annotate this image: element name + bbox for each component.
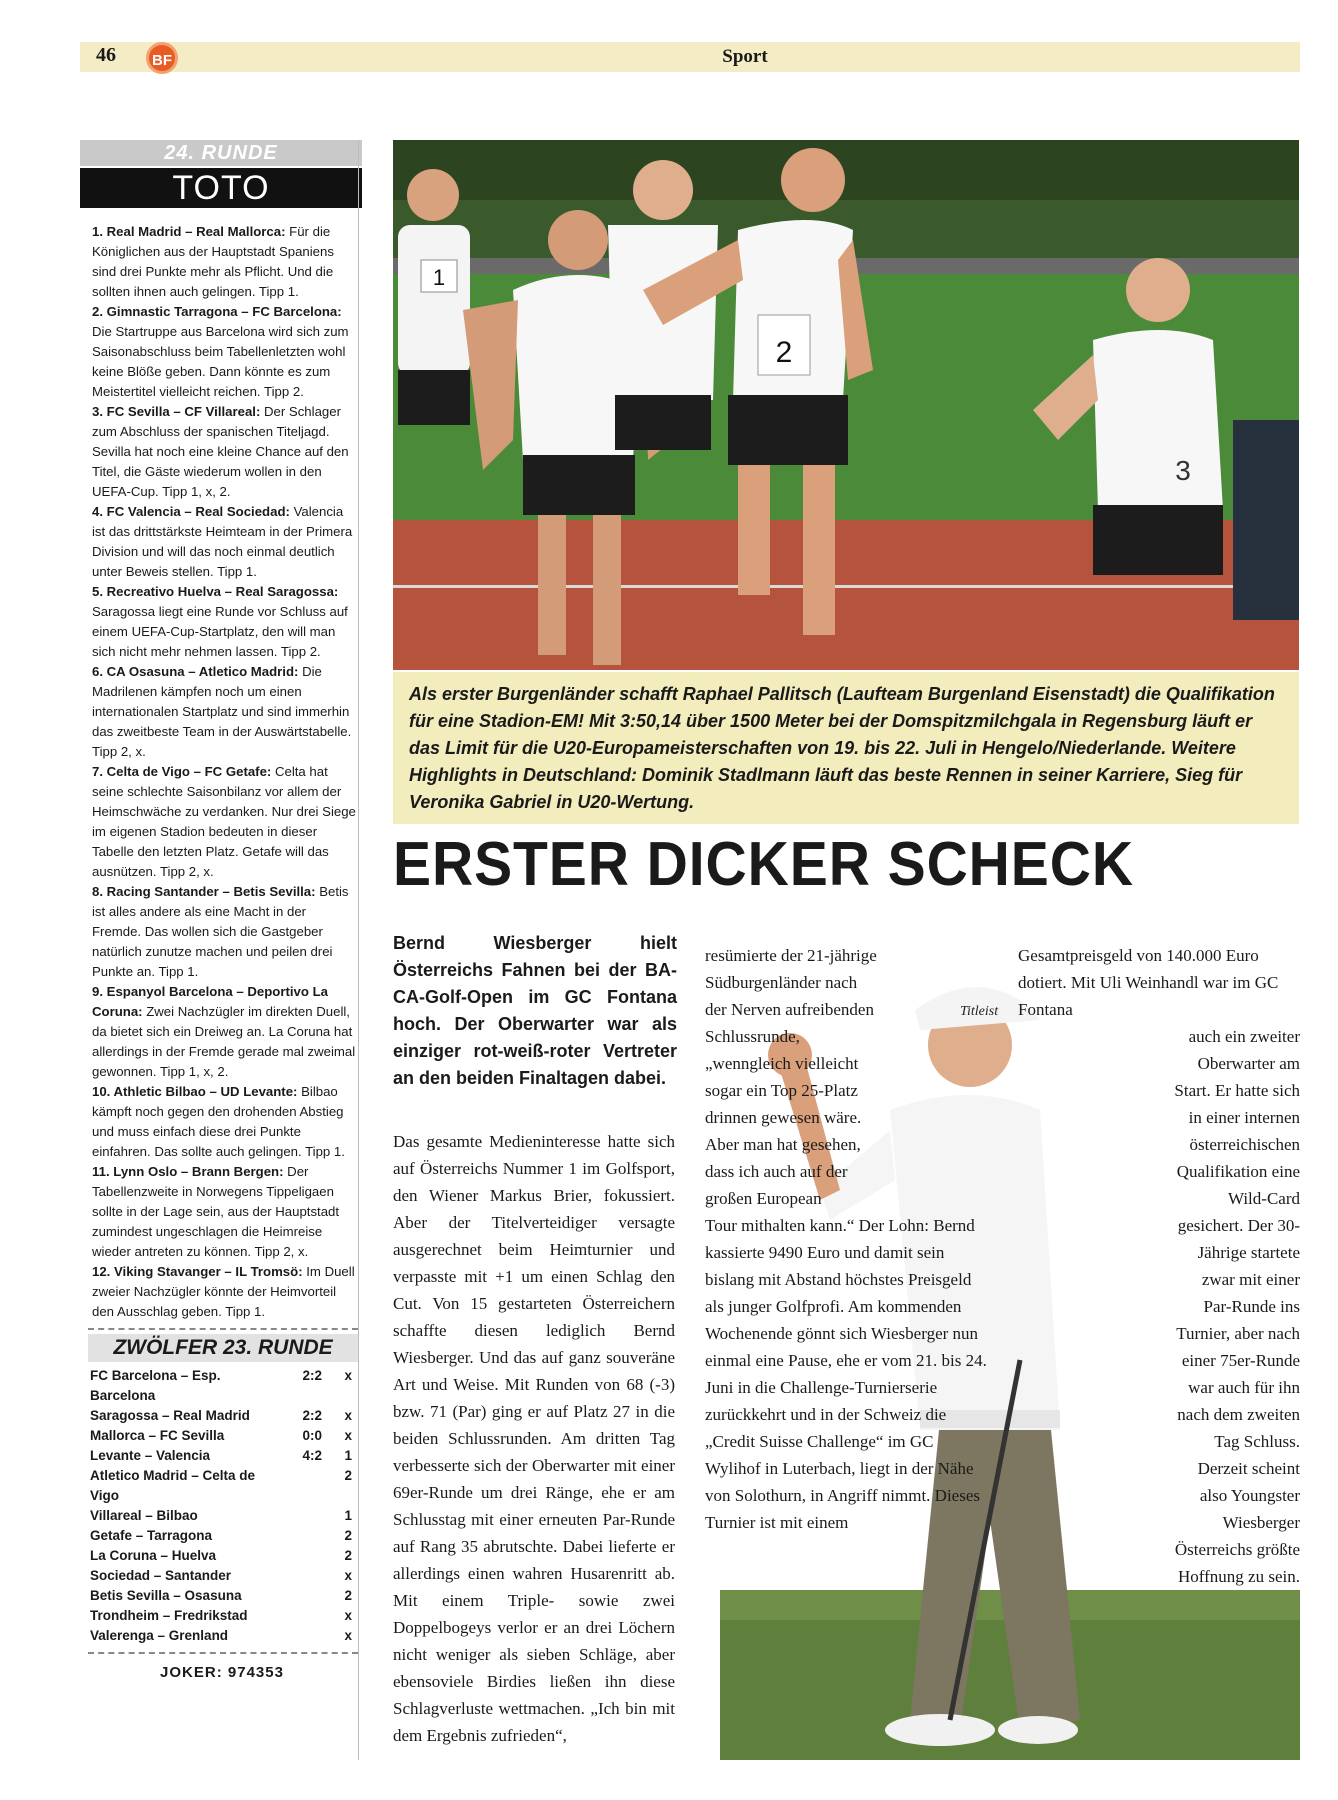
zwoelfer-row xyxy=(90,1466,352,1506)
article-column-1 xyxy=(393,1128,675,1749)
zwoelfer-tip: 1 xyxy=(344,1508,352,1523)
zwoelfer-tip: 2 xyxy=(344,1588,352,1603)
zwoelfer-tip: x xyxy=(344,1608,352,1623)
zwoelfer-score xyxy=(282,1606,322,1626)
zwoelfer-row xyxy=(90,1546,352,1566)
toto-match-label: 4. FC Valencia – Real Sociedad: xyxy=(92,504,290,519)
toto-tips-list xyxy=(80,222,362,1322)
zwoelfer-match: Valerenga – Grenland xyxy=(90,1628,229,1643)
toto-tip-text: Zwei Nachzügler im direkten Duell, da bietet sich ein Dreiweg an. La Coruna hat allerdings in der Fremde gerade mal zweimal gewonnen. Tipp 1, x, 2. xyxy=(92,1004,356,1079)
toto-match-label: 3. FC Sevilla – CF Villareal: xyxy=(92,404,261,419)
zwoelfer-match: Levante – Valencia xyxy=(90,1448,211,1463)
paragraph: resümierte der 21-jährige Südburgenländer nach der Nerven aufreibenden Schlussrunde, „wenngleich vielleicht sogar ein Top 25-Platz drinnen gewesen wäre. Aber man hat gesehen, dass ich auch auf der großen European xyxy=(705,946,877,1208)
zwoelfer-match: Mallorca – FC Sevilla xyxy=(90,1428,225,1443)
zwoelfer-score: 2:2 xyxy=(302,1368,322,1383)
paragraph: Tour mithalten kann.“ Der Lohn: Bernd kassierte 9490 Euro und damit sein bislang mit Abstand höchstes Preisgeld als junger Golfprofi. Am kommenden Wochenende gönnt sich Wiesberger nun einmal eine Pause, ehe er vom 21. bis 24. Juni in die Challenge-Turnierserie zurückkehrt und in der Schweiz die „Credit Suisse Challenge“ im GC Wylihof in Luterbach, liegt in der Nähe von Solothurn, in Angriff nimmt. Dieses Turnier ist mit einem xyxy=(705,1216,987,1532)
zwoelfer-row xyxy=(90,1626,352,1646)
zwoelfer-match: Getafe – Tarragona xyxy=(90,1528,213,1543)
toto-tip-text: Die Startruppe aus Barcelona wird sich zum Saisonabschluss beim Tabellenletzten wohl keine Blöße geben. Dann könnte es zum Meistertitel vielleicht reichen. Tipp 2. xyxy=(92,324,349,399)
divider xyxy=(88,1652,358,1654)
article-column-2 xyxy=(705,942,987,1536)
zwoelfer-score xyxy=(282,1566,322,1586)
zwoelfer-match: La Coruna – Huelva xyxy=(90,1548,217,1563)
bib-number-1: 1 xyxy=(432,265,446,290)
zwoelfer-tip: 2 xyxy=(344,1548,352,1563)
zwoelfer-score: 2:2 xyxy=(302,1408,322,1423)
newspaper-logo-icon: BF xyxy=(146,42,178,74)
toto-match-label: 5. Recreativo Huelva – Real Saragossa: xyxy=(92,584,339,599)
zwoelfer-match: Betis Sevilla – Osasuna xyxy=(90,1588,242,1603)
toto-tip-text: Valencia ist das drittstärkste Heimteam in der Primera Division und will das noch einmal deutlich unter Beweis stellen. Tipp 1. xyxy=(92,504,353,579)
running-race-photo xyxy=(393,140,1299,670)
zwoelfer-score xyxy=(282,1546,322,1566)
zwoelfer-match: Saragossa – Real Madrid xyxy=(90,1408,250,1423)
zwoelfer-match: Atletico Madrid – Celta de Vigo xyxy=(90,1468,256,1503)
zwoelfer-tip: 1 xyxy=(344,1448,352,1463)
toto-title: TOTO xyxy=(80,168,362,208)
zwoelfer-match: Villareal – Bilbao xyxy=(90,1508,198,1523)
article-column-3 xyxy=(1018,942,1300,1590)
toto-match-label: 2. Gimnastic Tarragona – FC Barcelona: xyxy=(92,304,342,319)
toto-tip-item xyxy=(92,222,356,302)
toto-match-label: 8. Racing Santander – Betis Sevilla: xyxy=(92,884,316,899)
toto-tip-item xyxy=(92,402,356,502)
zwoelfer-score xyxy=(282,1586,322,1606)
zwoelfer-tip: x xyxy=(344,1428,352,1443)
toto-tip-item xyxy=(92,302,356,402)
toto-tip-text: Der Schlager zum Abschluss der spanischen Titeljagd. Sevilla hat noch eine kleine Chance auf den Titel, die Gäste wiederum wollen in den UEFA-Cup. Tipp 1, x, 2. xyxy=(92,404,349,499)
page-number: 46 xyxy=(96,44,116,66)
zwoelfer-row xyxy=(90,1446,352,1466)
toto-tip-item xyxy=(92,882,356,982)
paragraph: Gesamtpreisgeld von 140.000 Euro dotiert. Mit Uli Weinhandl war im GC Fontana xyxy=(1018,946,1279,1019)
zwoelfer-row xyxy=(90,1606,352,1626)
photo-caption: Als erster Burgenländer schafft Raphael Pallitsch (Laufteam Burgenland Eisenstadt) die Qualifikation für eine Stadion-EM! Mit 3:50,14 über 1500 Meter bei der Domspitzmilchgala in Regensburg läuft er das Limit für die U20-Europameisterschaften von 19. bis 22. Juli in Hengelo/Niederlande. Weitere Highlights in Deutschland: Dominik Stadlmann läuft das beste Rennen in seiner Karriere, Sieg für Veronika Gabriel in U20-Wertung. xyxy=(393,672,1299,824)
paragraph: Das gesamte Medieninteresse hatte sich auf Österreichs Nummer 1 im Golfsport, den Wiener Markus Brier, fokussiert. Aber der Titelverteidiger versagte ausgerechnet beim Heimturnier und verpasste mit +1 um einen Schlag den Cut. Von 15 gestarteten Österreichern schaffte diesen lediglich Bernd Wiesberger. Und das auf ganz souveräne Art und Weise. Mit Runden von 68 (-3) bzw. 71 (Par) ging er auf Platz 27 in die beiden Schlussrunden. Am dritten Tag verbesserte sich der Oberwarter mit einer 69er-Runde um drei Ränge, ehe er am Schlusstag mit einer erneuten Par-Runde auf Rang 35 abrutschte. Dabei lieferte er allerdings einen wahren Husarenritt ab. Mit einem Triple- sowie zwei Doppelbogeys verlor er an drei Löchern nicht weniger als sieben Schläge, aber ebensoviele Birdies ließen ihn diese Schlagverluste wettmachen. „Ich bin mit dem Ergebnis zufrieden“, xyxy=(393,1132,675,1745)
divider xyxy=(88,1328,358,1330)
zwoelfer-row xyxy=(90,1426,352,1446)
toto-match-label: 10. Athletic Bilbao – UD Levante: xyxy=(92,1084,298,1099)
toto-match-label: 11. Lynn Oslo – Brann Bergen: xyxy=(92,1164,284,1179)
joker-number: JOKER: 974353 xyxy=(160,1664,284,1681)
zwoelfer-tip: 2 xyxy=(344,1468,352,1483)
zwoelfer-tip: x xyxy=(344,1568,352,1583)
toto-tip-item xyxy=(92,982,356,1082)
zwoelfer-row xyxy=(90,1406,352,1426)
zwoelfer-tip: x xyxy=(344,1368,352,1383)
toto-match-label: 1. Real Madrid – Real Mallorca: xyxy=(92,224,286,239)
zwoelfer-match: FC Barcelona – Esp. Barcelona xyxy=(90,1368,221,1403)
paragraph: auch ein zweiter Oberwarter am Start. Er hatte sich in einer internen österreichischen Qualifikation eine Wild-Card gesichert. Der 30-Jährige startete zwar mit einer Par-Runde ins Turnier, aber nach einer 75er-Runde war auch für ihn nach dem zweiten Tag Schluss. Derzeit scheint also Youngster Wiesberger Österreichs größte Hoffnung zu sein. xyxy=(1174,1027,1300,1586)
zwoelfer-row xyxy=(90,1366,352,1406)
toto-tip-text: Die Madrilenen kämpfen noch um einen internationalen Startplatz und sind immerhin das zweitbeste Team in der Auswärtstabelle. Tipp 2, x. xyxy=(92,664,352,759)
zwoelfer-match: Trondheim – Fredrikstad xyxy=(90,1608,248,1623)
toto-tip-text: Betis ist alles andere als eine Macht in der Fremde. Das wollen sich die Gastgeber natürlich zunutze machen und peilen drei Punkte an. Tipp 1. xyxy=(92,884,349,979)
zwoelfer-score: 0:0 xyxy=(302,1428,322,1443)
zwoelfer-score: 4:2 xyxy=(302,1448,322,1463)
toto-tip-item xyxy=(92,762,356,882)
toto-match-label: 6. CA Osasuna – Atletico Madrid: xyxy=(92,664,299,679)
toto-match-label: 7. Celta de Vigo – FC Getafe: xyxy=(92,764,272,779)
section-title: Sport xyxy=(722,46,768,67)
column-rule xyxy=(358,140,359,1760)
zwoelfer-score xyxy=(282,1506,322,1526)
toto-tip-text: Der Tabellenzweite in Norwegens Tippeligaen sollte in der Lage sein, aus der Hauptstadt zumindest ungeschlagen die Heimreise wieder antreten zu können. Tipp 2, x. xyxy=(92,1164,340,1259)
toto-sidebar xyxy=(80,140,362,1681)
zwoelfer-tip: 2 xyxy=(344,1528,352,1543)
toto-tip-text: Celta hat seine schlechte Saisonbilanz vor allem der Heimschwäche zu verdanken. Nur drei Siege im eigenen Stadion bedeuten in dieser Tabelle den letzten Platz. Getafe will das ausnützen. Tipp 2, x. xyxy=(92,764,356,879)
bib-number-2: 2 xyxy=(775,336,793,369)
zwoelfer-tip: x xyxy=(344,1628,352,1643)
zwoelfer-row xyxy=(90,1586,352,1606)
cap-brand-text: Titleist xyxy=(960,1004,999,1019)
zwoelfer-row xyxy=(90,1506,352,1526)
round-label: 24. RUNDE xyxy=(80,140,362,166)
toto-tip-text: Für die Königlichen aus der Hauptstadt Spaniens sind drei Punkte mehr als Pflicht. Und die sollten ihnen auch gelingen. Tipp 1. xyxy=(92,224,334,299)
zwoelfer-score xyxy=(282,1626,322,1646)
toto-tip-text: Saragossa liegt eine Runde vor Schluss auf einem UEFA-Cup-Startplatz, den will man sich nicht mehr nehmen lassen. Tipp 2. xyxy=(92,604,348,659)
article-lead: Bernd Wiesberger hielt Österreichs Fahnen bei der BA-CA-Golf-Open im GC Fontana hoch. Der Oberwarter war als einziger rot-weiß-roter Vertreter an den beiden Finaltagen dabei. xyxy=(393,933,677,1088)
toto-tip-item xyxy=(92,582,356,662)
zwoelfer-row xyxy=(90,1566,352,1586)
article-headline: ERSTER DICKER SCHECK xyxy=(393,830,1134,899)
zwoelfer-match: Sociedad – Santander xyxy=(90,1568,232,1583)
zwoelfer-tip: x xyxy=(344,1408,352,1423)
toto-match-label: 9. Espanyol Barcelona – Deportivo La Coruna: xyxy=(92,984,328,1019)
zwoelfer-row xyxy=(90,1526,352,1546)
toto-match-label: 12. Viking Stavanger – IL Tromsö: xyxy=(92,1264,303,1279)
zwoelfer-score xyxy=(282,1526,322,1546)
toto-tip-item xyxy=(92,1262,356,1322)
toto-tip-item xyxy=(92,1162,356,1262)
toto-tip-item xyxy=(92,1082,356,1162)
toto-tip-text: Im Duell zweier Nachzügler könnte der Heimvorteil den Ausschlag geben. Tipp 1. xyxy=(92,1264,355,1319)
zwoelfer-results-table xyxy=(90,1366,352,1646)
bib-number-3: 3 xyxy=(1175,455,1191,486)
zwoelfer-title: ZWÖLFER 23. RUNDE xyxy=(88,1334,358,1362)
zwoelfer-score xyxy=(282,1466,322,1506)
toto-tip-item xyxy=(92,662,356,762)
toto-tip-item xyxy=(92,502,356,582)
toto-tip-text: Bilbao kämpft noch gegen den drohenden Abstieg und muss einfach diese drei Punkte einfahren. Das sollte auch gelingen. Tipp 1. xyxy=(92,1084,345,1159)
